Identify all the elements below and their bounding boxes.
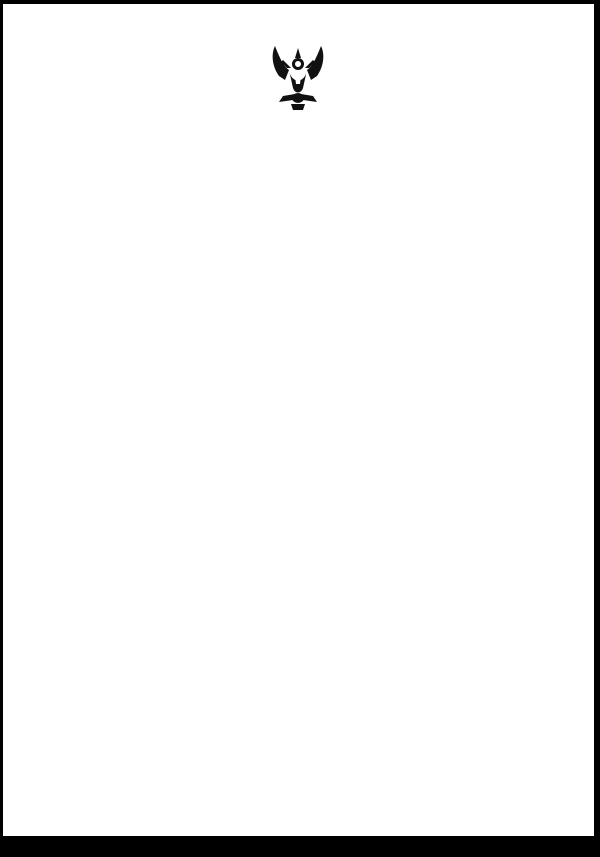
document-page — [3, 4, 594, 836]
garuda-emblem-icon — [269, 40, 327, 112]
